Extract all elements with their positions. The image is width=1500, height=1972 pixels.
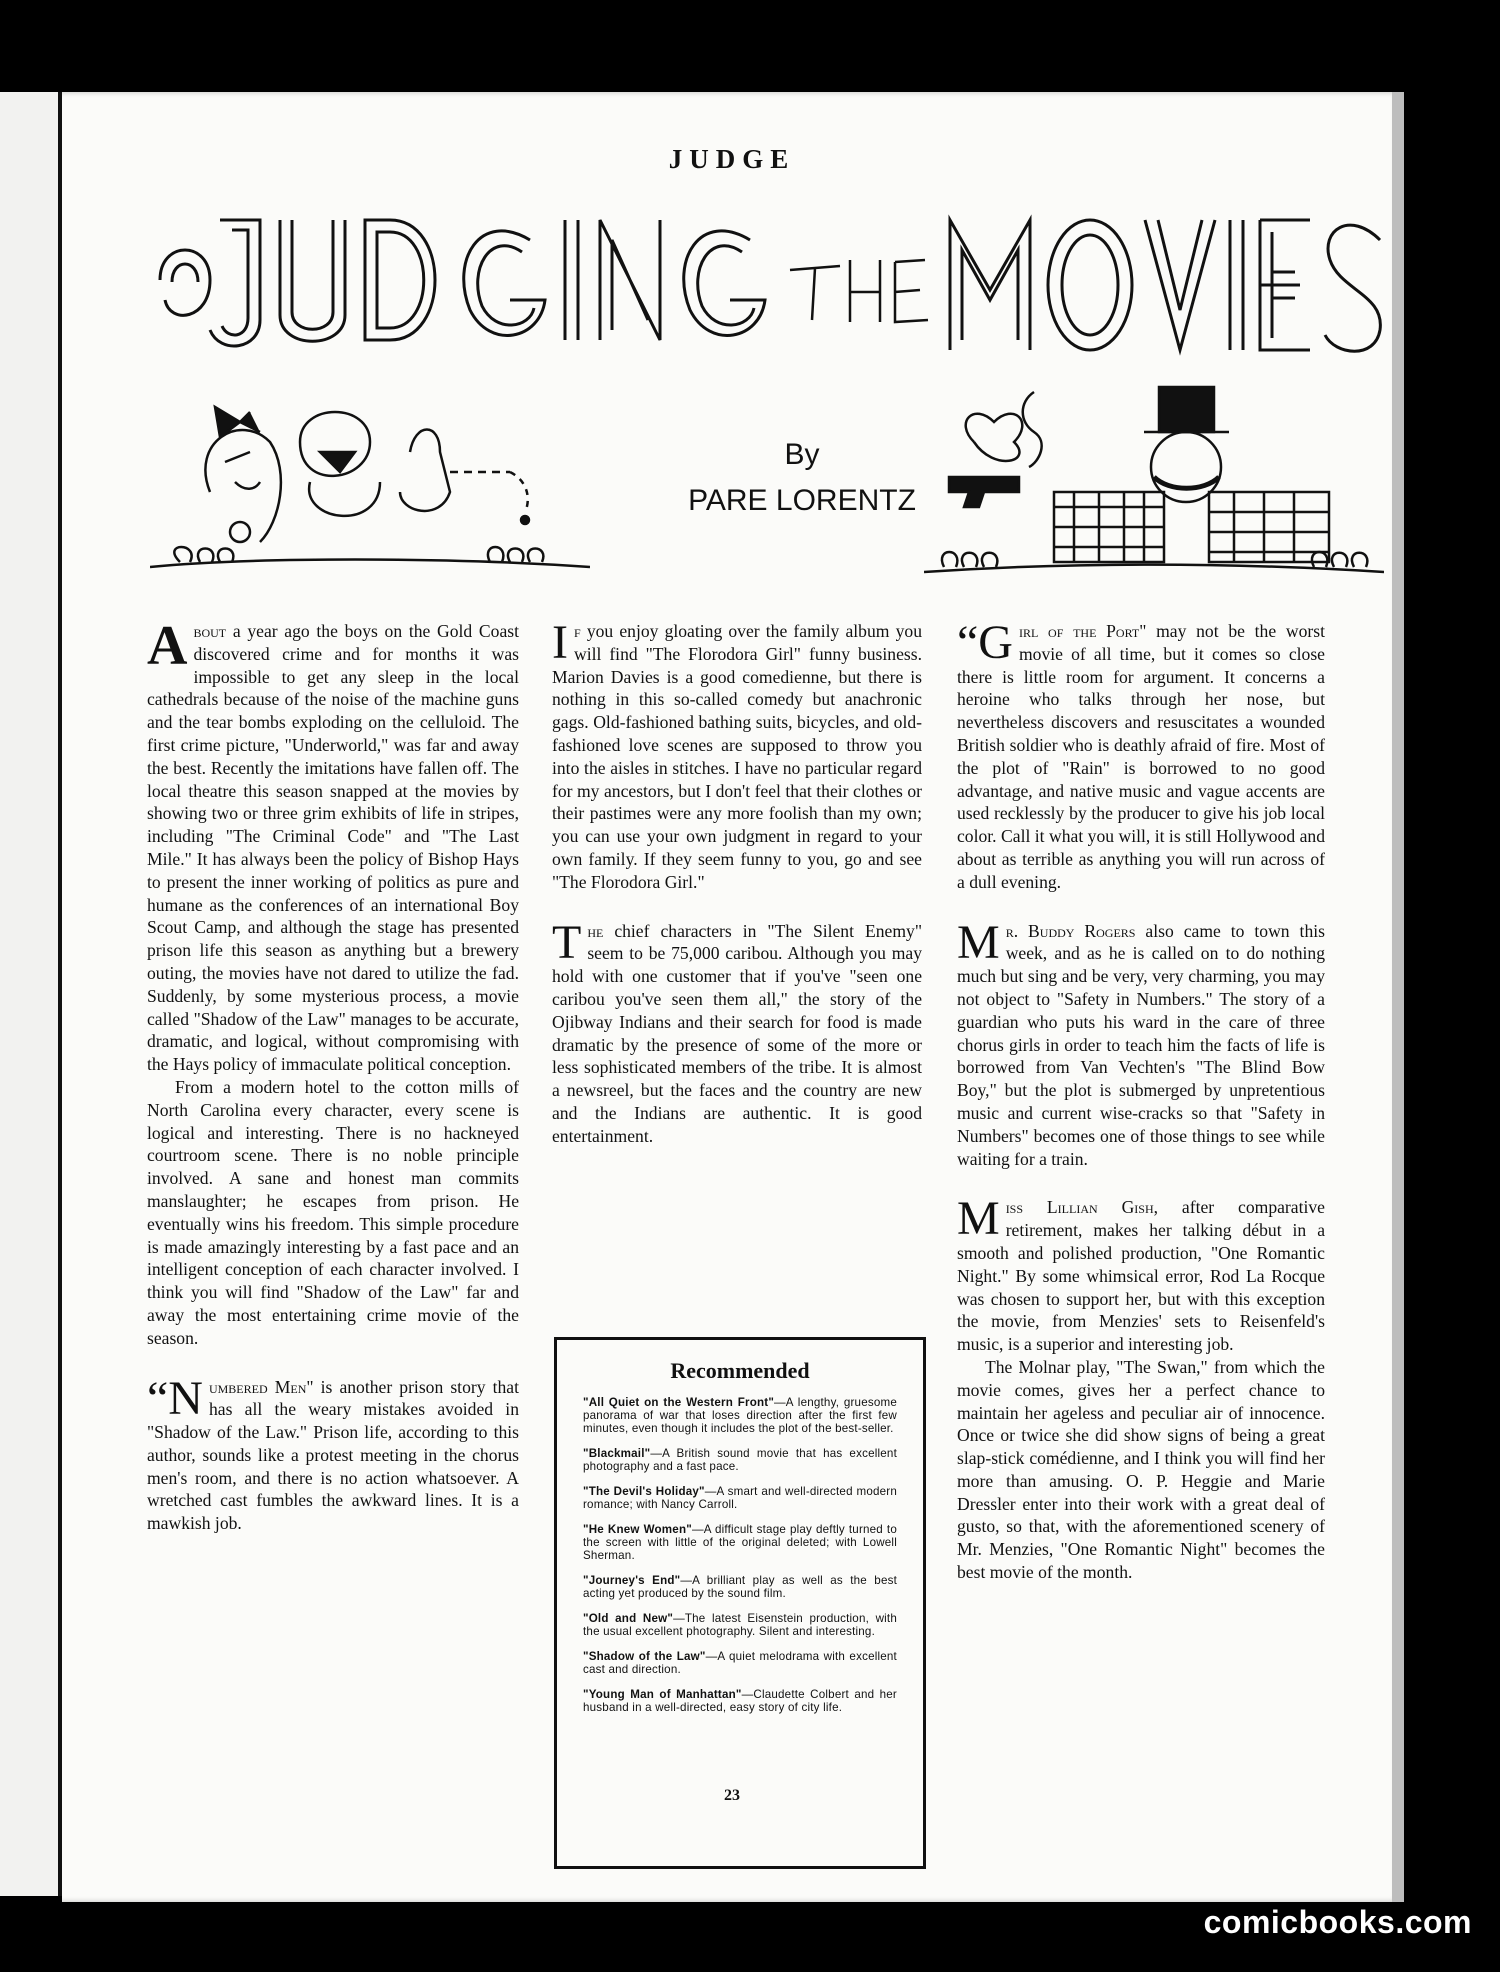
recommended-film-title: "All Quiet on the Western Front" — [583, 1396, 775, 1409]
paragraph-the-swan: The Molnar play, "The Swan," from which the movie comes, gives her a perfect chance to maintain her ageless and peculiar air of innocence. Once or twice she did show signs of being a great slap-stick comédienne, and I think you will find her more than amusing. O. P. Heggie and Marie Dressler enter into their work with a great deal of gusto, so that, with the aforementioned scenery of Mr. Menzies, "One Romantic Night" becomes the best movie of the month. — [957, 1356, 1325, 1583]
site-watermark: comicbooks.com — [1203, 1904, 1472, 1940]
drop-cap: “N — [147, 1371, 203, 1425]
paragraph-text: , after comparative retirement, makes her talking début in a smooth and polished production, "One Romantic Night." By some whimsical error, Rod La Rocque was chosen to support her, but with this exception the movie, from Menzies' sets to Reisenfeld's music, is a superior and interesting job. — [957, 1197, 1325, 1355]
drop-cap: T — [552, 915, 582, 969]
lead-in: irl of the Port — [1018, 621, 1140, 641]
recommended-film-description: —A smart and well-directed modern romance; with Nancy Carroll. — [583, 1485, 897, 1511]
paragraph-girl-of-port — [957, 616, 1325, 894]
paragraph-text: chief characters in "The Silent Enemy" seem to be 75,000 caribou. Although you may hold with one customer that if you've "seen one caribou you've seen them all," the story of the Ojibway Indians and their search for food is made dramatic by the presence of some of the more or less sophisticated members of the tribe. It is almost a newsreel, but the faces and the country are new and the Indians are authentic. It is good entertainment. — [552, 920, 922, 1146]
recommended-item — [583, 1447, 897, 1473]
paragraph-silent-enemy — [552, 915, 922, 1148]
paragraph-crime-movies — [147, 615, 519, 1076]
magazine-name: JUDGE — [668, 144, 796, 174]
page-number: 23 — [724, 1787, 740, 1804]
recommended-item — [583, 1396, 897, 1435]
recommended-film-description: —A quiet melodrama with excellent cast and direction. — [583, 1650, 897, 1676]
paragraph-lillian-gish — [957, 1192, 1325, 1356]
article-column-2 — [552, 616, 922, 1148]
byline-by: By — [784, 438, 820, 471]
lead-in: bout — [193, 621, 227, 641]
previous-page-edge — [0, 92, 58, 1896]
paragraph-numbered-men — [147, 1371, 519, 1536]
drop-cap: A — [147, 615, 188, 677]
magazine-page — [62, 92, 1402, 1902]
article-column-1 — [147, 615, 519, 1535]
recommended-film-title: "Young Man of Manhattan" — [583, 1688, 742, 1701]
recommended-list — [583, 1396, 897, 1714]
lead-in: he — [587, 920, 604, 941]
paragraph-florodora-girl — [552, 616, 922, 894]
recommended-film-title: "Blackmail" — [583, 1447, 651, 1460]
recommended-item — [583, 1523, 897, 1562]
recommended-film-description: —A British sound movie that has excellent photography and a fast pace. — [583, 1447, 897, 1473]
recommended-film-title: "He Knew Women" — [583, 1523, 692, 1536]
recommended-film-title: "Old and New" — [583, 1612, 674, 1625]
paragraph-text: you enjoy gloating over the family album you will find "The Florodora Girl" funny business. Marion Davies is a good comedienne, but there is nothing in this so-called comedy but anachronic gags. Old-fashioned bathing suits, bicycles, and old-fashioned love scenes are supposed to throw you into the aisles in stitches. I have no particular regard for my ancestors, but I don't feel that their clothes or their pastimes were any more foolish than my own; you can use your own judgment in regard to your own family. If they seem funny to you, go and see "The Florodora Girl." — [552, 621, 922, 892]
lead-in: iss Lillian Gish — [1005, 1197, 1154, 1218]
recommended-item — [583, 1485, 897, 1511]
article-column-3 — [957, 616, 1325, 1584]
recommended-item — [583, 1574, 897, 1600]
paragraph-text: " is another prison story that has all the weary mistakes avoided in "Shadow of the Law." Prison life, according to this author, sounds like a protest meeting in the chorus men's room, and there is no action whatsoever. A wretched cast fumbles the awkward lines. It is a mawkish job. — [147, 1376, 519, 1534]
paragraph-shadow-of-law: From a modern hotel to the cotton mills of North Carolina every character, every scene is logical and interesting. There is no hackneyed courtroom scene. There is no noble principle involved. A sane and honest man commits manslaughter; he escapes from prison. He eventually wins his freedom. This simple procedure is made amazingly interesting by a fast pace and an intelligent conception of each character involved. I think you will find "Shadow of the Law" far and away the most entertaining crime movie of the season. — [147, 1076, 519, 1348]
recommended-item — [583, 1688, 897, 1714]
recommended-item — [583, 1650, 897, 1676]
drop-cap: M — [957, 915, 1000, 969]
paragraph-text: also came to town this week, and as he is called on to do nothing much but sing and be very, very charming, you may not object to "Safety in Numbers." The story of a guardian who puts his ward in the care of three chorus girls in order to teach him the facts of life is borrowed from Van Vechten's "The Blind Bow Boy," but the plot is submerged by unpretentious music and current wise-cracks so that "Safety in Numbers" becomes one of those things to see while waiting for a train. — [957, 920, 1325, 1169]
cartoon-illustration-left — [150, 382, 590, 582]
headline-lettering — [150, 200, 1390, 390]
recommended-item — [583, 1612, 897, 1638]
recommended-film-title: "The Devil's Holiday" — [583, 1485, 705, 1498]
recommended-film-description: —A brilliant play as well as the best acting yet produced by the sound film. — [583, 1574, 898, 1600]
recommended-film-description: —The latest Eisenstein production, with the usual excellent photography. Silent and interesting. — [583, 1612, 897, 1638]
recommended-film-title: "Shadow of the Law" — [583, 1650, 706, 1663]
paragraph-buddy-rogers — [957, 915, 1325, 1171]
page-edge-shadow — [1392, 92, 1404, 1902]
recommended-film-description: —A difficult stage play deftly turned to the screen with little of the original deleted; with Lowell Sherman. — [583, 1523, 897, 1562]
lead-in: f — [573, 621, 581, 641]
drop-cap: I — [552, 616, 568, 669]
recommended-film-description: —A lengthy, gruesome panorama of war that loses direction after the first few minutes, even though it includes the plot of the best-seller. — [583, 1396, 897, 1435]
lead-in: r. Buddy Rogers — [1005, 920, 1136, 941]
lead-in: umbered Men — [208, 1376, 307, 1397]
paragraph-text: " may not be the worst movie of all time, but it comes so close there is little room for argument. It concerns a heroine who talks through her nose, but nevertheless discovers and resuscitates a wounded British soldier who is deathly afraid of fire. Most of the plot of "Rain" is borrowed to no good advantage, and native music and vague accents are used recklessly by the producer to give his job local color. Call it what you will, it is still Hollywood and about as terrible as anything you will run across of a dull evening. — [957, 621, 1325, 892]
recommended-title: Recommended — [670, 1358, 810, 1383]
cartoon-illustration-right — [924, 382, 1384, 582]
recommended-film-description: —Claudette Colbert and her husband in a well-directed, easy story of city life. — [583, 1688, 897, 1714]
drop-cap: M — [957, 1192, 1000, 1246]
drop-cap: “G — [957, 616, 1013, 669]
paragraph-text: a year ago the boys on the Gold Coast discovered crime and for months it was impossible to get any sleep in the local cathedrals because of the noise of the machine guns and the tear bombs exploding on the celluloid. The first crime picture, "Underworld," was far and away the best. Recently the imitations have fallen off. The local theatre this season snapped at the movies by showing two or three grim exhibits of life in stripes, including "The Criminal Code" and "The Last Mile." It has always been the policy of Bishop Hays to present the inner working of politics as pure and humane as the conferences of an international Boy Scout Camp, and although the stage has presented prison life this season as anything but a brewery outing, the movies have not dared to utilize the fad. Suddenly, by some mysterious process, a movie called "Shadow of the Law" manages to be accurate, dramatic, and logical, without compromising with the Hays policy of immaculate political conception. — [147, 621, 519, 1075]
recommended-film-title: "Journey's End" — [583, 1574, 681, 1587]
byline-author: PARE LORENTZ — [688, 484, 916, 517]
